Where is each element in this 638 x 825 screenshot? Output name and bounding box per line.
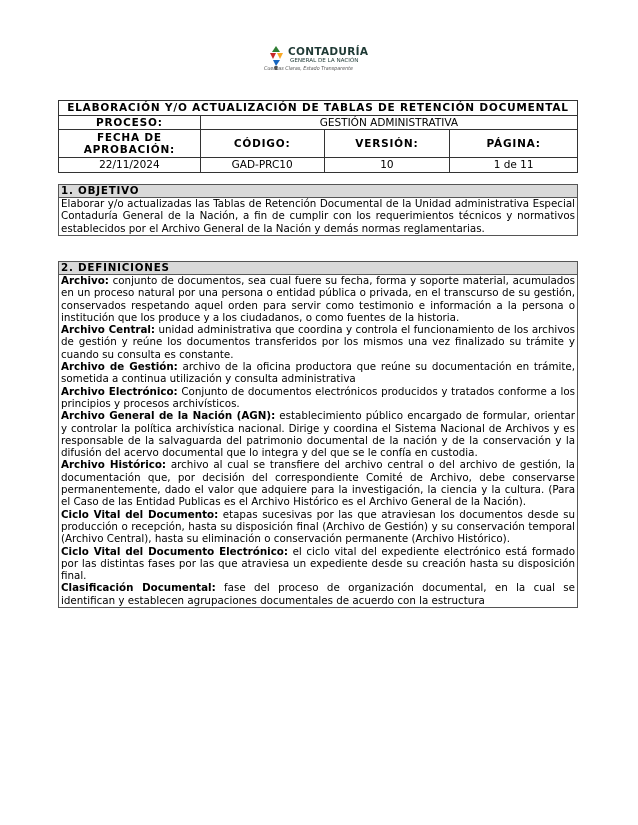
objetivo-title: 1. OBJETIVO [59,185,577,198]
fecha-label-line-2: APROBACIÓN: [83,143,176,156]
codigo-label: CÓDIGO: [200,130,324,158]
fecha-label-line-1: FECHA DE [96,131,162,144]
fecha-value: 22/11/2024 [59,158,201,173]
definition-term: Clasificación Documental: [61,582,216,595]
pagina-label: PÁGINA: [450,130,578,158]
definition-term: Archivo: [61,275,109,287]
definition-term: Archivo de Gestión: [61,361,178,374]
definition-term: Archivo Central: [61,324,156,337]
definition-text: establecimiento público encargado de formular, orientar y controlar la política archivística nacional. Dirige y coordina el Sistema Nacional de Archivos y es responsable de la salvaguarda del patrimonio documental de la nación y de la conservación y la difusión del acervo documental que lo integra y del que se le confía en custodia. [61,410,575,460]
definition-item [61,361,575,386]
definition-item [61,324,575,361]
definition-item [61,509,575,546]
proceso-value: GESTIÓN ADMINISTRATIVA [200,116,577,130]
definition-item [61,386,575,411]
definition-item [61,459,575,508]
objetivo-section [58,184,578,236]
definiciones-section [58,261,578,608]
definition-item [61,275,575,324]
codigo-value: GAD-PRC10 [200,158,324,173]
definition-text: unidad administrativa que coordina y controla el funcionamiento de los archivos de gestión y reúne los documentos transferidos por los mismos una vez finalizado su trámite y cuando su consulta es constante. [61,324,575,361]
definition-item [61,546,575,583]
definition-term: Ciclo Vital del Documento Electrónico: [61,545,288,558]
definition-text: Conjunto de documentos electrónicos producidos y tratados conforme a los principios y procesos archivísticos. [61,385,575,410]
logo-tagline: Cuentas Claras, Estado Transparente [264,67,353,72]
definition-text: archivo al cual se transfiere del archivo central o del archivo de gestión, la documentación que, por decisión del correspondiente Comité de Archivo, debe conservarse permanentemente, dado el valor que adquiere para la investigación, la ciencia y la cultura. (Para el Caso de las Entidad Publicas es el Archivo Histórico es el Archivo General de la Nación). [61,459,575,509]
proceso-label: PROCESO: [59,116,201,130]
document-header-table [58,100,578,173]
definition-term: Archivo Electrónico: [61,385,178,398]
fecha-aprobacion-label [59,130,201,158]
definition-text: fase del proceso de organización documental, en la cual se identifican y establecen agrupaciones documentales de acuerdo con la estructura [61,582,575,607]
pagina-value: 1 de 11 [450,158,578,173]
definition-term: Archivo General de la Nación (AGN): [61,410,276,423]
definition-text: el ciclo vital del expediente electrónico está formado por las distintas fases por las que atraviesa un expediente desde su creación hasta su disposición final. [61,545,576,583]
definition-text: etapas sucesivas por las que atraviesan los documentos desde su producción o recepción, hasta su disposición final (Archivo de Gestión) y su conservación temporal (Archivo Central), hasta su eliminación o conservación permanente (Archivo Histórico). [61,508,575,546]
document-title: ELABORACIÓN Y/O ACTUALIZACIÓN DE TABLAS DE RETENCIÓN DOCUMENTAL [59,101,578,116]
definiciones-title: 2. DEFINICIONES [59,262,577,275]
definition-item [61,410,575,459]
logo-title: CONTADURÍA [288,46,369,58]
definition-term: Archivo Histórico: [61,459,167,472]
version-value: 10 [324,158,450,173]
definition-item [61,582,575,607]
objetivo-text: Elaborar y/o actualizadas las Tablas de Retención Documental de la Unidad administrativa Especial Contaduría General de la Nación, a fin de cumplir con los requerimientos técnicos y normativos establecidos por el Archivo General de la Nación y demás normas reglamentarias. [61,198,575,235]
definition-term: Ciclo Vital del Documento: [61,508,219,521]
definiciones-list [59,275,577,607]
definition-text: archivo de la oficina productora que reúne su documentación en trámite, sometida a continua utilización y consulta administrativa [61,361,576,386]
logo-subtitle: GENERAL DE LA NACIÓN [290,58,359,64]
definition-text: conjunto de documentos, sea cual fuere su fecha, forma y soporte material, acumulados en un proceso natural por una persona o entidad pública o privada, en el transcurso de su gestión, conservados respetando aquel orden para servir como testimonio e información a la persona o institución que los produce y a los ciudadanos, o como fuentes de la historia. [61,275,575,324]
version-label: VERSIÓN: [324,130,450,158]
